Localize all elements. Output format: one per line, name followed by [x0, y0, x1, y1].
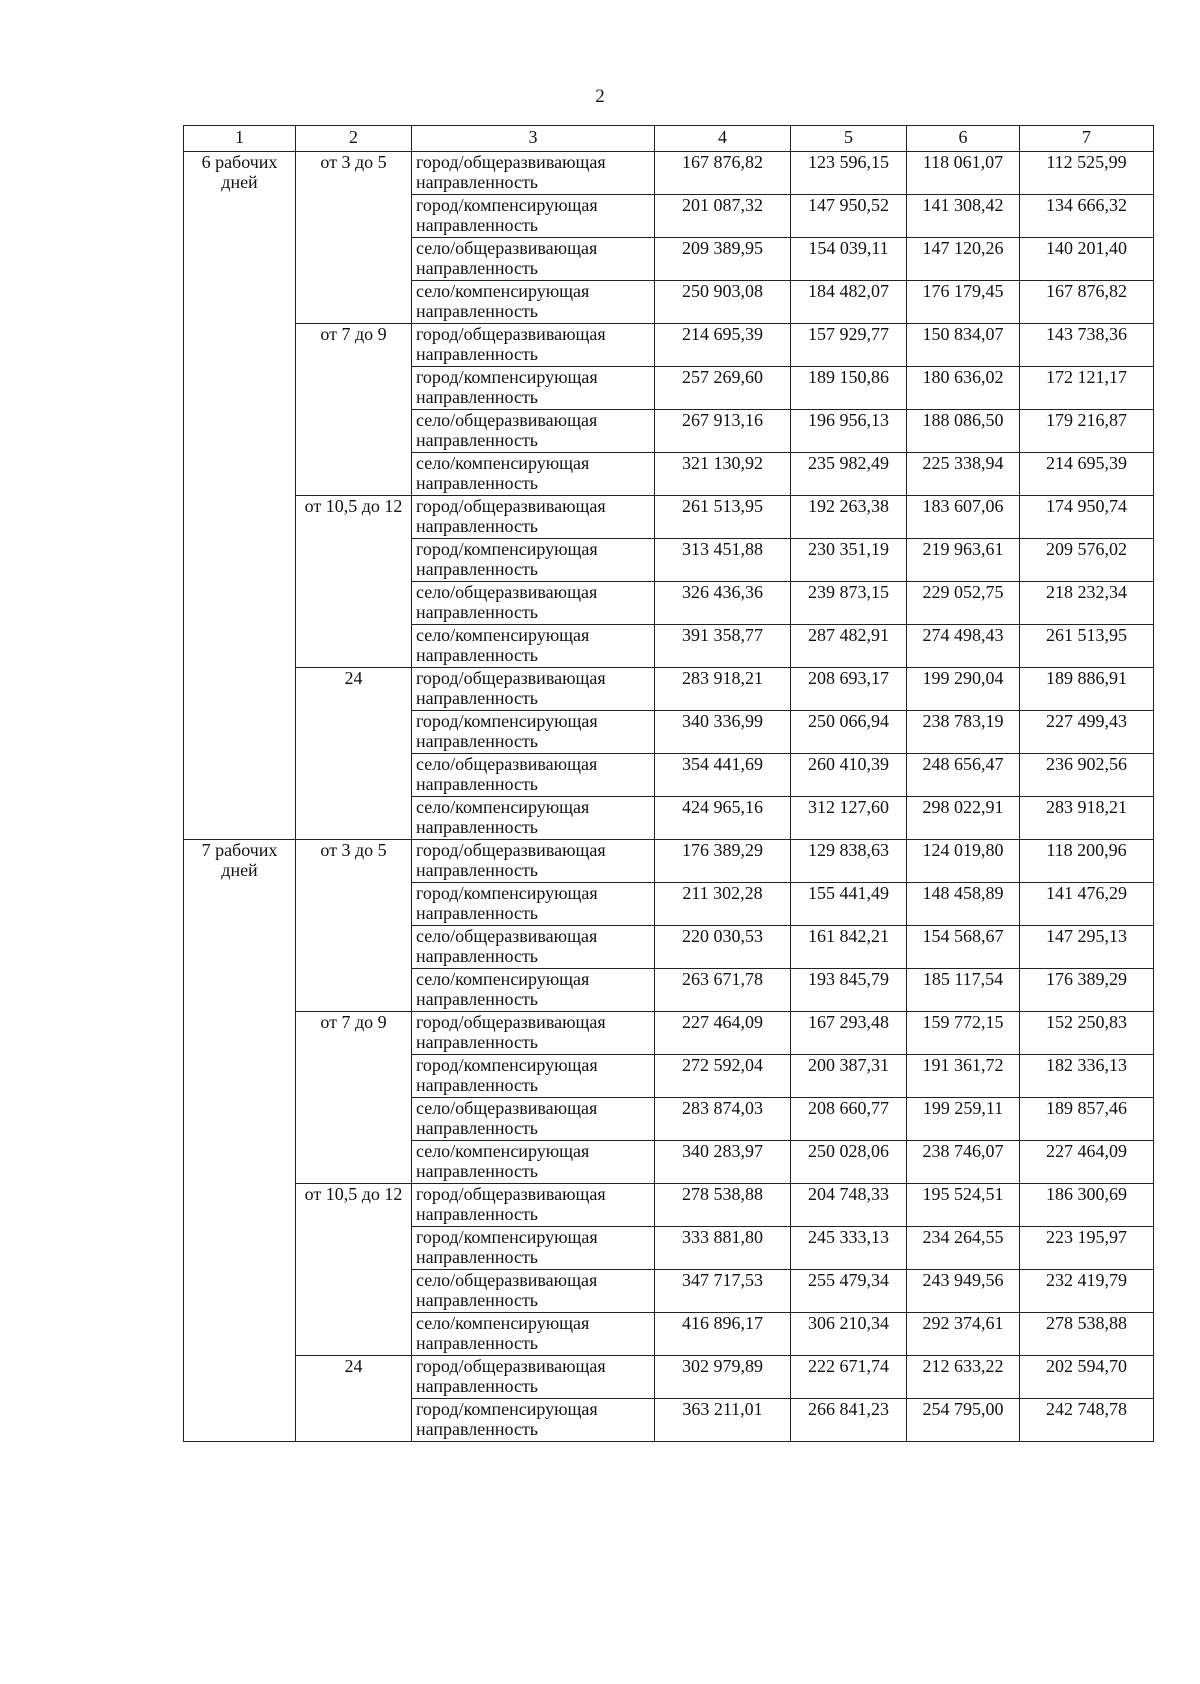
value-cell-col5: 208 660,77: [791, 1098, 907, 1141]
value-cell-col5: 245 333,13: [791, 1227, 907, 1270]
direction-cell: село/компенсирующая направленность: [412, 1313, 655, 1356]
value-cell-col4: 416 896,17: [655, 1313, 791, 1356]
value-cell-col6: 199 290,04: [907, 668, 1020, 711]
direction-cell: город/компенсирующая направленность: [412, 539, 655, 582]
value-cell-col4: 354 441,69: [655, 754, 791, 797]
value-cell-col7: 182 336,13: [1020, 1055, 1154, 1098]
value-cell-col7: 167 876,82: [1020, 281, 1154, 324]
value-cell-col4: 176 389,29: [655, 840, 791, 883]
direction-cell: город/компенсирующая направленность: [412, 367, 655, 410]
direction-cell: село/общеразвивающая направленность: [412, 410, 655, 453]
value-cell-col5: 129 838,63: [791, 840, 907, 883]
direction-cell: город/общеразвивающая направленность: [412, 496, 655, 539]
value-cell-col5: 157 929,77: [791, 324, 907, 367]
direction-cell: город/компенсирующая направленность: [412, 1055, 655, 1098]
value-cell-col7: 134 666,32: [1020, 195, 1154, 238]
direction-cell: город/общеразвивающая направленность: [412, 1356, 655, 1399]
age-group-cell: 24: [296, 1356, 412, 1442]
value-cell-col6: 150 834,07: [907, 324, 1020, 367]
value-cell-col6: 188 086,50: [907, 410, 1020, 453]
value-cell-col4: 283 874,03: [655, 1098, 791, 1141]
direction-cell: город/общеразвивающая направленность: [412, 324, 655, 367]
direction-cell: село/общеразвивающая направленность: [412, 926, 655, 969]
column-header: 4: [655, 126, 791, 152]
value-cell-col5: 235 982,49: [791, 453, 907, 496]
value-cell-col5: 200 387,31: [791, 1055, 907, 1098]
value-cell-col6: 176 179,45: [907, 281, 1020, 324]
value-cell-col6: 180 636,02: [907, 367, 1020, 410]
value-cell-col7: 202 594,70: [1020, 1356, 1154, 1399]
workdays-cell: 6 рабочих дней: [184, 152, 296, 840]
age-group-cell: от 10,5 до 12: [296, 1184, 412, 1356]
value-cell-col4: 424 965,16: [655, 797, 791, 840]
age-group-cell: от 10,5 до 12: [296, 496, 412, 668]
value-cell-col7: 232 419,79: [1020, 1270, 1154, 1313]
value-cell-col5: 196 956,13: [791, 410, 907, 453]
value-cell-col5: 306 210,34: [791, 1313, 907, 1356]
direction-cell: село/компенсирующая направленность: [412, 797, 655, 840]
age-group-cell: от 7 до 9: [296, 1012, 412, 1184]
value-cell-col5: 260 410,39: [791, 754, 907, 797]
age-group-cell: от 3 до 5: [296, 152, 412, 324]
value-cell-col6: 229 052,75: [907, 582, 1020, 625]
table-row: [184, 1356, 1154, 1399]
value-cell-col6: 191 361,72: [907, 1055, 1020, 1098]
value-cell-col5: 123 596,15: [791, 152, 907, 195]
value-cell-col5: 208 693,17: [791, 668, 907, 711]
value-cell-col6: 292 374,61: [907, 1313, 1020, 1356]
column-header: 6: [907, 126, 1020, 152]
value-cell-col5: 161 842,21: [791, 926, 907, 969]
value-cell-col7: 189 857,46: [1020, 1098, 1154, 1141]
value-cell-col7: 118 200,96: [1020, 840, 1154, 883]
table-row: [184, 1012, 1154, 1055]
value-cell-col7: 174 950,74: [1020, 496, 1154, 539]
direction-cell: село/общеразвивающая направленность: [412, 754, 655, 797]
column-header: 2: [296, 126, 412, 152]
direction-cell: село/общеразвивающая направленность: [412, 238, 655, 281]
value-cell-col4: 326 436,36: [655, 582, 791, 625]
value-cell-col4: 250 903,08: [655, 281, 791, 324]
direction-cell: город/общеразвивающая направленность: [412, 1184, 655, 1227]
direction-cell: город/общеразвивающая направленность: [412, 152, 655, 195]
age-group-cell: от 3 до 5: [296, 840, 412, 1012]
value-cell-col7: 242 748,78: [1020, 1399, 1154, 1442]
value-cell-col5: 189 150,86: [791, 367, 907, 410]
value-cell-col7: 140 201,40: [1020, 238, 1154, 281]
page-number: 2: [595, 86, 605, 107]
value-cell-col5: 222 671,74: [791, 1356, 907, 1399]
value-cell-col4: 333 881,80: [655, 1227, 791, 1270]
direction-cell: город/компенсирующая направленность: [412, 1227, 655, 1270]
value-cell-col4: 278 538,88: [655, 1184, 791, 1227]
value-cell-col5: 250 066,94: [791, 711, 907, 754]
value-cell-col4: 261 513,95: [655, 496, 791, 539]
direction-cell: город/компенсирующая направленность: [412, 1399, 655, 1442]
value-cell-col6: 238 783,19: [907, 711, 1020, 754]
value-cell-col5: 193 845,79: [791, 969, 907, 1012]
value-cell-col6: 274 498,43: [907, 625, 1020, 668]
value-cell-col5: 155 441,49: [791, 883, 907, 926]
value-cell-col6: 185 117,54: [907, 969, 1020, 1012]
value-cell-col4: 302 979,89: [655, 1356, 791, 1399]
value-cell-col5: 184 482,07: [791, 281, 907, 324]
workdays-cell: 7 рабочих дней: [184, 840, 296, 1442]
direction-cell: город/компенсирующая направленность: [412, 711, 655, 754]
value-cell-col7: 179 216,87: [1020, 410, 1154, 453]
value-cell-col5: 192 263,38: [791, 496, 907, 539]
value-cell-col5: 250 028,06: [791, 1141, 907, 1184]
value-cell-col4: 167 876,82: [655, 152, 791, 195]
value-cell-col7: 283 918,21: [1020, 797, 1154, 840]
value-cell-col7: 112 525,99: [1020, 152, 1154, 195]
value-cell-col5: 230 351,19: [791, 539, 907, 582]
value-cell-col6: 234 264,55: [907, 1227, 1020, 1270]
table-body: [184, 152, 1154, 1442]
value-cell-col5: 167 293,48: [791, 1012, 907, 1055]
value-cell-col4: 209 389,95: [655, 238, 791, 281]
column-header: 1: [184, 126, 296, 152]
age-group-cell: от 7 до 9: [296, 324, 412, 496]
value-cell-col4: 363 211,01: [655, 1399, 791, 1442]
value-cell-col5: 287 482,91: [791, 625, 907, 668]
direction-cell: село/компенсирующая направленность: [412, 1141, 655, 1184]
value-cell-col4: 340 283,97: [655, 1141, 791, 1184]
value-cell-col5: 239 873,15: [791, 582, 907, 625]
value-cell-col7: 278 538,88: [1020, 1313, 1154, 1356]
value-cell-col5: 204 748,33: [791, 1184, 907, 1227]
table-row: [184, 1184, 1154, 1227]
value-cell-col6: 298 022,91: [907, 797, 1020, 840]
tariff-table: [183, 125, 1154, 1442]
value-cell-col6: 148 458,89: [907, 883, 1020, 926]
value-cell-col4: 257 269,60: [655, 367, 791, 410]
value-cell-col4: 214 695,39: [655, 324, 791, 367]
value-cell-col6: 147 120,26: [907, 238, 1020, 281]
value-cell-col6: 248 656,47: [907, 754, 1020, 797]
value-cell-col7: 223 195,97: [1020, 1227, 1154, 1270]
value-cell-col4: 391 358,77: [655, 625, 791, 668]
direction-cell: село/компенсирующая направленность: [412, 969, 655, 1012]
value-cell-col4: 220 030,53: [655, 926, 791, 969]
direction-cell: город/компенсирующая направленность: [412, 883, 655, 926]
table-row: [184, 496, 1154, 539]
value-cell-col6: 195 524,51: [907, 1184, 1020, 1227]
value-cell-col6: 118 061,07: [907, 152, 1020, 195]
column-header: 7: [1020, 126, 1154, 152]
direction-cell: город/компенсирующая направленность: [412, 195, 655, 238]
direction-cell: село/общеразвивающая направленность: [412, 1270, 655, 1313]
column-header: 5: [791, 126, 907, 152]
value-cell-col4: 321 130,92: [655, 453, 791, 496]
value-cell-col6: 124 019,80: [907, 840, 1020, 883]
value-cell-col6: 219 963,61: [907, 539, 1020, 582]
value-cell-col6: 141 308,42: [907, 195, 1020, 238]
value-cell-col7: 227 464,09: [1020, 1141, 1154, 1184]
value-cell-col7: 141 476,29: [1020, 883, 1154, 926]
header-row: [184, 126, 1154, 152]
value-cell-col7: 143 738,36: [1020, 324, 1154, 367]
value-cell-col4: 201 087,32: [655, 195, 791, 238]
value-cell-col7: 186 300,69: [1020, 1184, 1154, 1227]
value-cell-col4: 283 918,21: [655, 668, 791, 711]
column-header: 3: [412, 126, 655, 152]
direction-cell: село/компенсирующая направленность: [412, 453, 655, 496]
direction-cell: село/компенсирующая направленность: [412, 281, 655, 324]
value-cell-col4: 340 336,99: [655, 711, 791, 754]
value-cell-col4: 272 592,04: [655, 1055, 791, 1098]
value-cell-col5: 255 479,34: [791, 1270, 907, 1313]
value-cell-col4: 267 913,16: [655, 410, 791, 453]
table-row: [184, 668, 1154, 711]
value-cell-col7: 218 232,34: [1020, 582, 1154, 625]
value-cell-col7: 172 121,17: [1020, 367, 1154, 410]
value-cell-col4: 347 717,53: [655, 1270, 791, 1313]
direction-cell: город/общеразвивающая направленность: [412, 840, 655, 883]
value-cell-col5: 147 950,52: [791, 195, 907, 238]
value-cell-col4: 211 302,28: [655, 883, 791, 926]
value-cell-col6: 159 772,15: [907, 1012, 1020, 1055]
value-cell-col7: 189 886,91: [1020, 668, 1154, 711]
direction-cell: город/общеразвивающая направленность: [412, 668, 655, 711]
value-cell-col6: 238 746,07: [907, 1141, 1020, 1184]
value-cell-col5: 266 841,23: [791, 1399, 907, 1442]
value-cell-col6: 154 568,67: [907, 926, 1020, 969]
direction-cell: село/компенсирующая направленность: [412, 625, 655, 668]
value-cell-col7: 209 576,02: [1020, 539, 1154, 582]
direction-cell: город/общеразвивающая направленность: [412, 1012, 655, 1055]
value-cell-col4: 313 451,88: [655, 539, 791, 582]
table-row: [184, 152, 1154, 195]
table-row: [184, 840, 1154, 883]
value-cell-col5: 154 039,11: [791, 238, 907, 281]
value-cell-col7: 214 695,39: [1020, 453, 1154, 496]
value-cell-col6: 254 795,00: [907, 1399, 1020, 1442]
direction-cell: село/общеразвивающая направленность: [412, 582, 655, 625]
table-row: [184, 324, 1154, 367]
value-cell-col7: 236 902,56: [1020, 754, 1154, 797]
value-cell-col4: 227 464,09: [655, 1012, 791, 1055]
value-cell-col6: 199 259,11: [907, 1098, 1020, 1141]
value-cell-col6: 183 607,06: [907, 496, 1020, 539]
value-cell-col6: 225 338,94: [907, 453, 1020, 496]
value-cell-col5: 312 127,60: [791, 797, 907, 840]
direction-cell: село/общеразвивающая направленность: [412, 1098, 655, 1141]
value-cell-col4: 263 671,78: [655, 969, 791, 1012]
value-cell-col7: 261 513,95: [1020, 625, 1154, 668]
value-cell-col7: 227 499,43: [1020, 711, 1154, 754]
value-cell-col7: 147 295,13: [1020, 926, 1154, 969]
value-cell-col7: 152 250,83: [1020, 1012, 1154, 1055]
value-cell-col7: 176 389,29: [1020, 969, 1154, 1012]
value-cell-col6: 243 949,56: [907, 1270, 1020, 1313]
value-cell-col6: 212 633,22: [907, 1356, 1020, 1399]
age-group-cell: 24: [296, 668, 412, 840]
